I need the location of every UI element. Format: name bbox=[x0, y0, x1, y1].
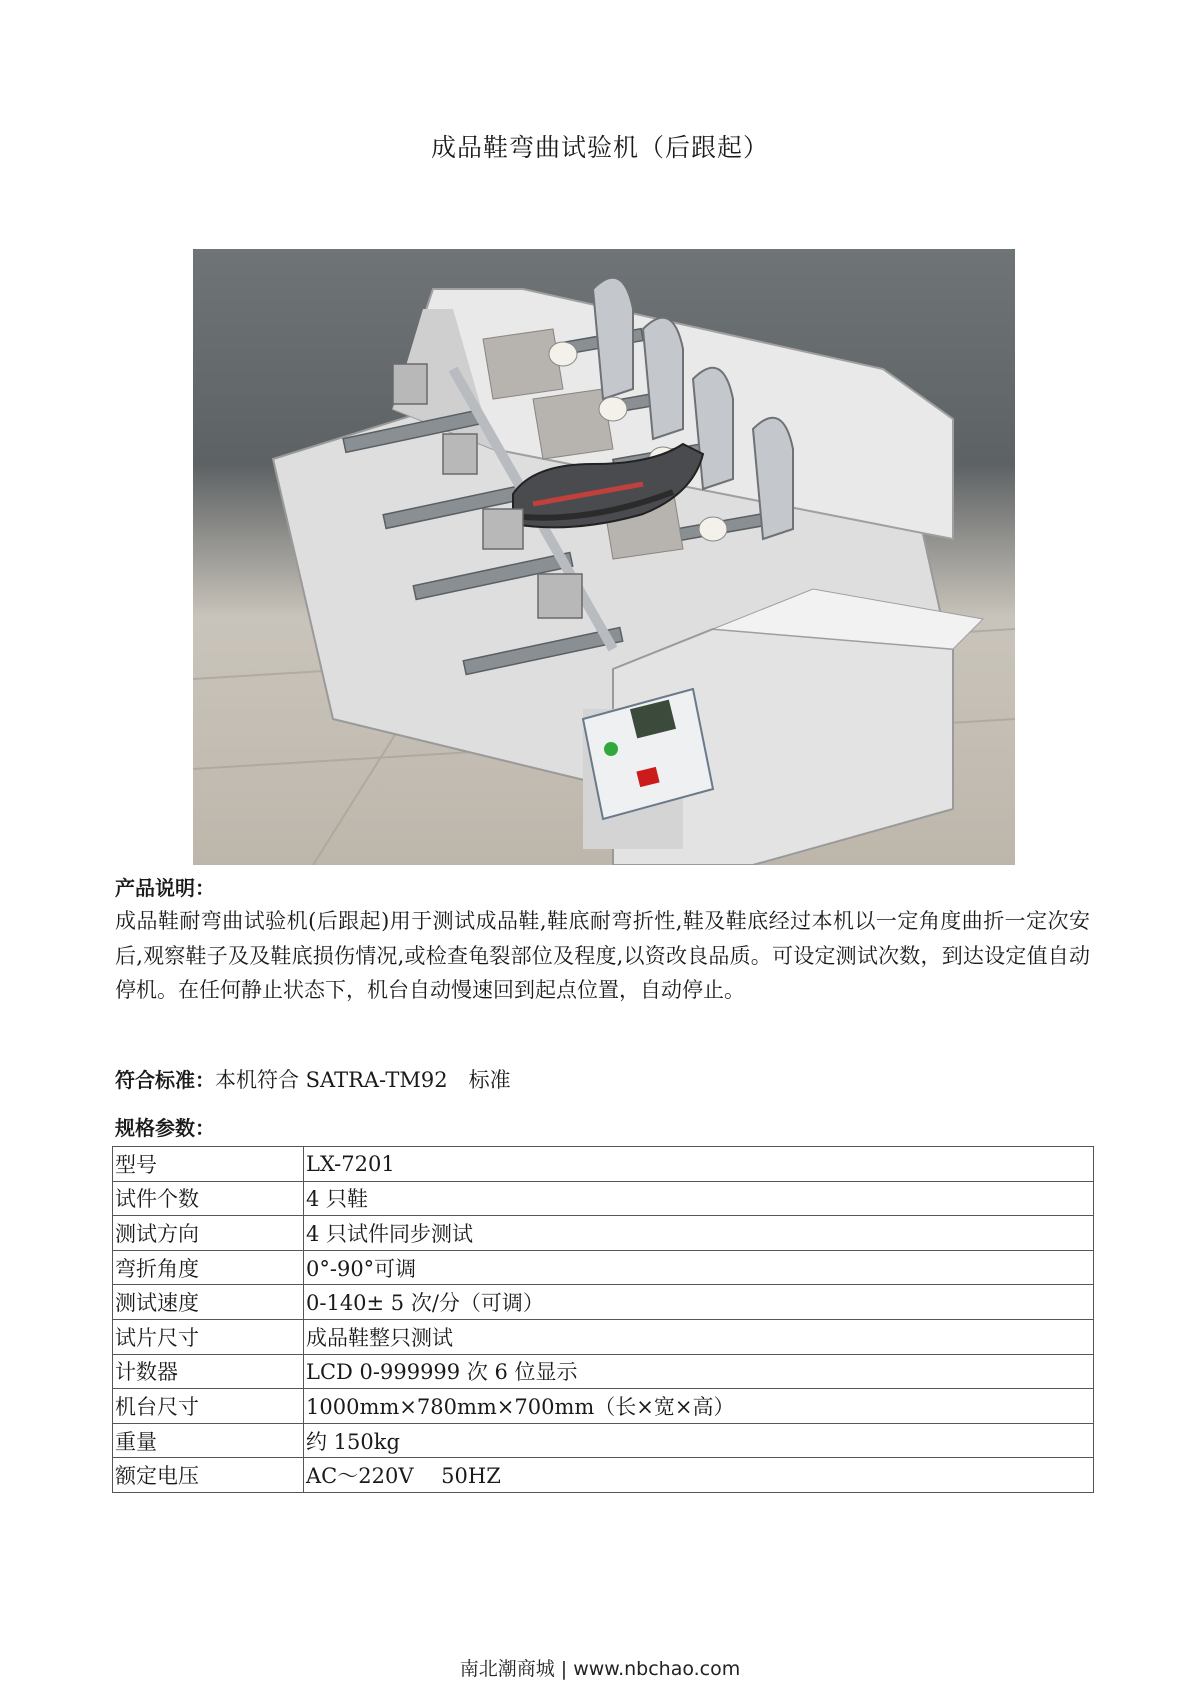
spec-value: 1000mm×780mm×700mm（长×宽×高） bbox=[304, 1389, 1094, 1424]
product-photo bbox=[193, 249, 1015, 865]
spec-key: 型号 bbox=[113, 1147, 304, 1182]
spec-value: LCD 0-999999 次 6 位显示 bbox=[304, 1354, 1094, 1389]
spec-value: 0°-90°可调 bbox=[304, 1250, 1094, 1285]
specs-heading: 规格参数： bbox=[115, 1116, 215, 1140]
table-row bbox=[113, 1458, 1094, 1493]
spec-key: 机台尺寸 bbox=[113, 1389, 304, 1424]
spec-key: 弯折角度 bbox=[113, 1250, 304, 1285]
spec-value: 4 只试件同步测试 bbox=[304, 1216, 1094, 1251]
page-title: 成品鞋弯曲试验机（后跟起） bbox=[430, 133, 769, 162]
spec-key: 计数器 bbox=[113, 1354, 304, 1389]
table-row bbox=[113, 1389, 1094, 1424]
spec-value: LX-7201 bbox=[304, 1147, 1094, 1182]
spec-value: 成品鞋整只测试 bbox=[304, 1319, 1094, 1354]
spec-value: 0-140± 5 次/分（可调） bbox=[304, 1285, 1094, 1320]
table-row bbox=[113, 1285, 1094, 1320]
table-row bbox=[113, 1423, 1094, 1458]
table-row bbox=[113, 1250, 1094, 1285]
table-row bbox=[113, 1181, 1094, 1216]
table-row bbox=[113, 1354, 1094, 1389]
table-row bbox=[113, 1319, 1094, 1354]
spec-table bbox=[112, 1146, 1094, 1493]
footer-text: 南北潮商城 | www.nbchao.com bbox=[459, 1658, 741, 1680]
standard-value: 本机符合 SATRA-TM92 标准 bbox=[215, 1068, 511, 1092]
table-row bbox=[113, 1147, 1094, 1182]
spec-value: 约 150kg bbox=[304, 1423, 1094, 1458]
spec-key: 额定电压 bbox=[113, 1458, 304, 1493]
spec-value: 4 只鞋 bbox=[304, 1181, 1094, 1216]
spec-key: 测试方向 bbox=[113, 1216, 304, 1251]
standard-label: 符合标准： bbox=[115, 1068, 215, 1092]
spec-key: 试件个数 bbox=[113, 1181, 304, 1216]
machine-illustration bbox=[193, 249, 1015, 865]
table-row bbox=[113, 1216, 1094, 1251]
spec-key: 重量 bbox=[113, 1423, 304, 1458]
standard-line bbox=[115, 1064, 511, 1094]
spec-key: 测试速度 bbox=[113, 1285, 304, 1320]
spec-key: 试片尺寸 bbox=[113, 1319, 304, 1354]
spec-value: AC～220V 50HZ bbox=[304, 1458, 1094, 1493]
description-text: 成品鞋耐弯曲试验机(后跟起)用于测试成品鞋,鞋底耐弯折性,鞋及鞋底经过本机以一定角度曲折一定次安后,观察鞋子及及鞋底损伤情况,或检查龟裂部位及程度,以资改良品质。可设定测试次数，到达设定值自动停机。在任何静止状态下，机台自动慢速回到起点位置，自动停止。 bbox=[115, 909, 1090, 1002]
description-heading: 产品说明： bbox=[115, 876, 215, 900]
